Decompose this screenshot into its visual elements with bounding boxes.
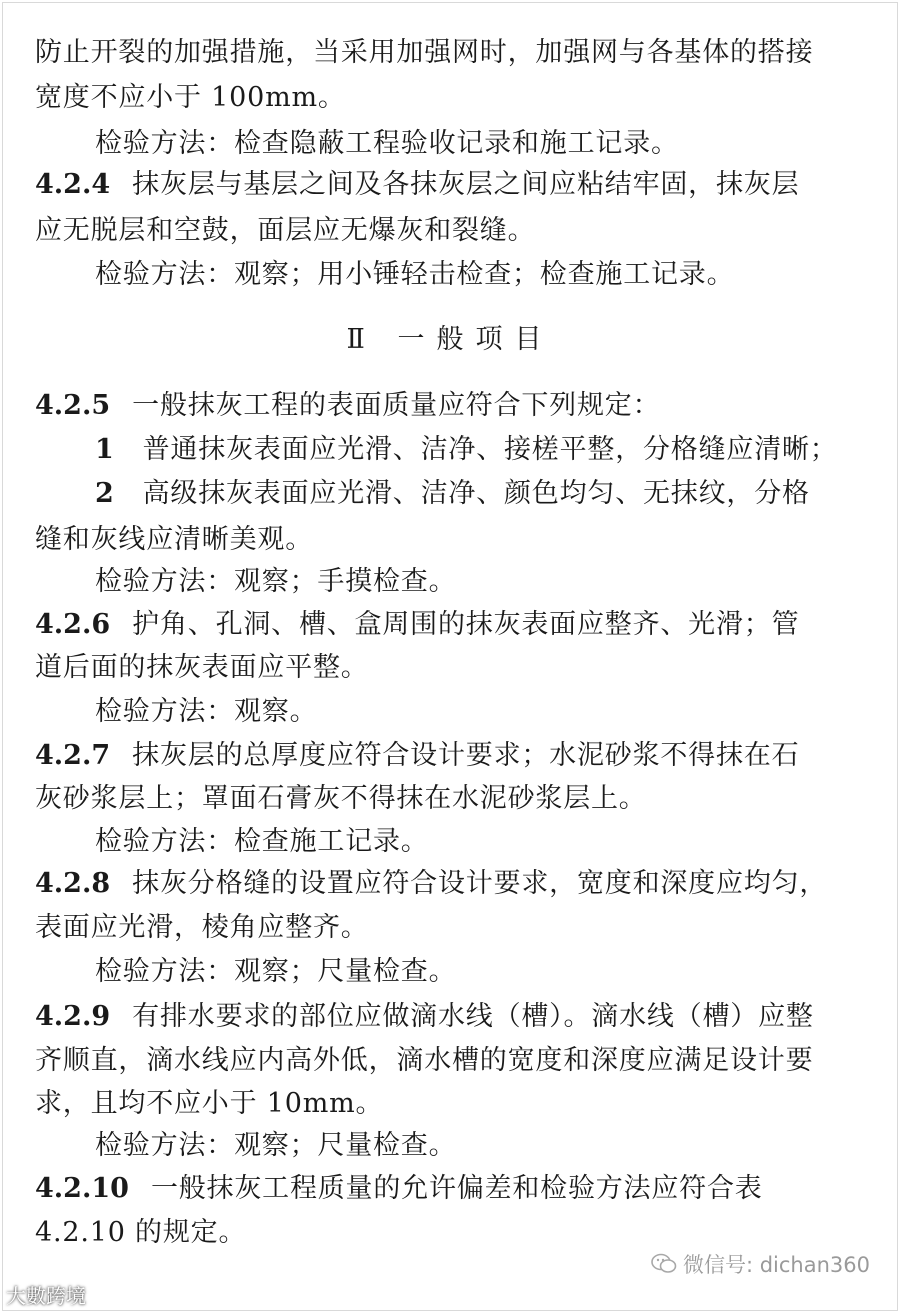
inspection-method: 检验方法：观察。 xyxy=(95,696,318,727)
clause-number: 4.2.9 xyxy=(35,1001,111,1032)
clause-4-2-5: 4.2.5 一般抹灰工程的表面质量应符合下列规定： xyxy=(35,390,661,421)
text-line: 求，且均不应小于 10mm。 xyxy=(35,1088,384,1119)
wechat-watermark xyxy=(651,1249,870,1279)
clause-4-2-8: 4.2.8 抹灰分格缝的设置应符合设计要求，宽度和深度应均匀， xyxy=(35,868,828,899)
inspection-method: 检验方法：观察；用小锤轻击检查；检查施工记录。 xyxy=(95,259,735,290)
list-item: 1 普通抹灰表面应光滑、洁净、接槎平整，分格缝应清晰； xyxy=(95,434,838,465)
clause-4-2-4: 4.2.4 抹灰层与基层之间及各抹灰层之间应粘结牢固，抹灰层 xyxy=(35,169,800,200)
text-line: 道后面的抹灰表面应平整。 xyxy=(35,652,369,683)
item-number: 2 xyxy=(95,478,115,509)
item-number: 1 xyxy=(95,434,115,465)
inspection-method: 检验方法：观察；尺量检查。 xyxy=(95,956,457,987)
wechat-icon xyxy=(651,1253,677,1275)
list-item: 2 高级抹灰表面应光滑、洁净、颜色均匀、无抹纹，分格 xyxy=(95,478,810,509)
inspection-method: 检验方法：观察；尺量检查。 xyxy=(95,1130,457,1161)
text-line: 应无脱层和空鼓，面层应无爆灰和裂缝。 xyxy=(35,215,536,246)
inspection-method: 检验方法：检查施工记录。 xyxy=(95,826,429,857)
brand-watermark-text: 大數跨境 xyxy=(6,1284,86,1308)
text-line: 表面应光滑，棱角应整齐。 xyxy=(35,912,369,943)
text-line: 齐顺直，滴水线应内高外低，滴水槽的宽度和深度应满足设计要 xyxy=(35,1045,814,1076)
clause-number: 4.2.5 xyxy=(35,390,111,421)
clause-number: 4.2.10 xyxy=(35,1173,129,1204)
clause-4-2-6: 4.2.6 护角、孔洞、槽、盒周围的抹灰表面应整齐、光滑；管 xyxy=(35,609,800,640)
clause-number: 4.2.8 xyxy=(35,868,111,899)
clause-4-2-10: 4.2.10 一般抹灰工程质量的允许偏差和检验方法应符合表 xyxy=(35,1173,763,1204)
text-line: 4.2.10 的规定。 xyxy=(35,1217,247,1248)
clause-number: 4.2.4 xyxy=(35,169,111,200)
inspection-method: 检验方法：观察；手摸检查。 xyxy=(95,566,457,597)
clause-number: 4.2.6 xyxy=(35,609,111,640)
text-line: 缝和灰线应清晰美观。 xyxy=(35,524,313,555)
brand-watermark xyxy=(6,1280,86,1309)
clause-4-2-7: 4.2.7 抹灰层的总厚度应符合设计要求；水泥砂浆不得抹在石 xyxy=(35,740,800,771)
clause-4-2-9: 4.2.9 有排水要求的部位应做滴水线（槽）。滴水线（槽）应整 xyxy=(35,1001,814,1032)
text-line: 灰砂浆层上；罩面石膏灰不得抹在水泥砂浆层上。 xyxy=(35,783,647,814)
inspection-method: 检验方法：检查隐蔽工程验收记录和施工记录。 xyxy=(95,128,679,159)
section-heading: Ⅱ 一般项目 xyxy=(346,324,554,355)
wechat-id: 微信号: dichan360 xyxy=(682,1253,870,1277)
clause-number: 4.2.7 xyxy=(35,740,111,771)
text-line: 宽度不应小于 100mm。 xyxy=(35,82,346,113)
text-line: 防止开裂的加强措施，当采用加强网时，加强网与各基体的搭接 xyxy=(35,37,814,68)
